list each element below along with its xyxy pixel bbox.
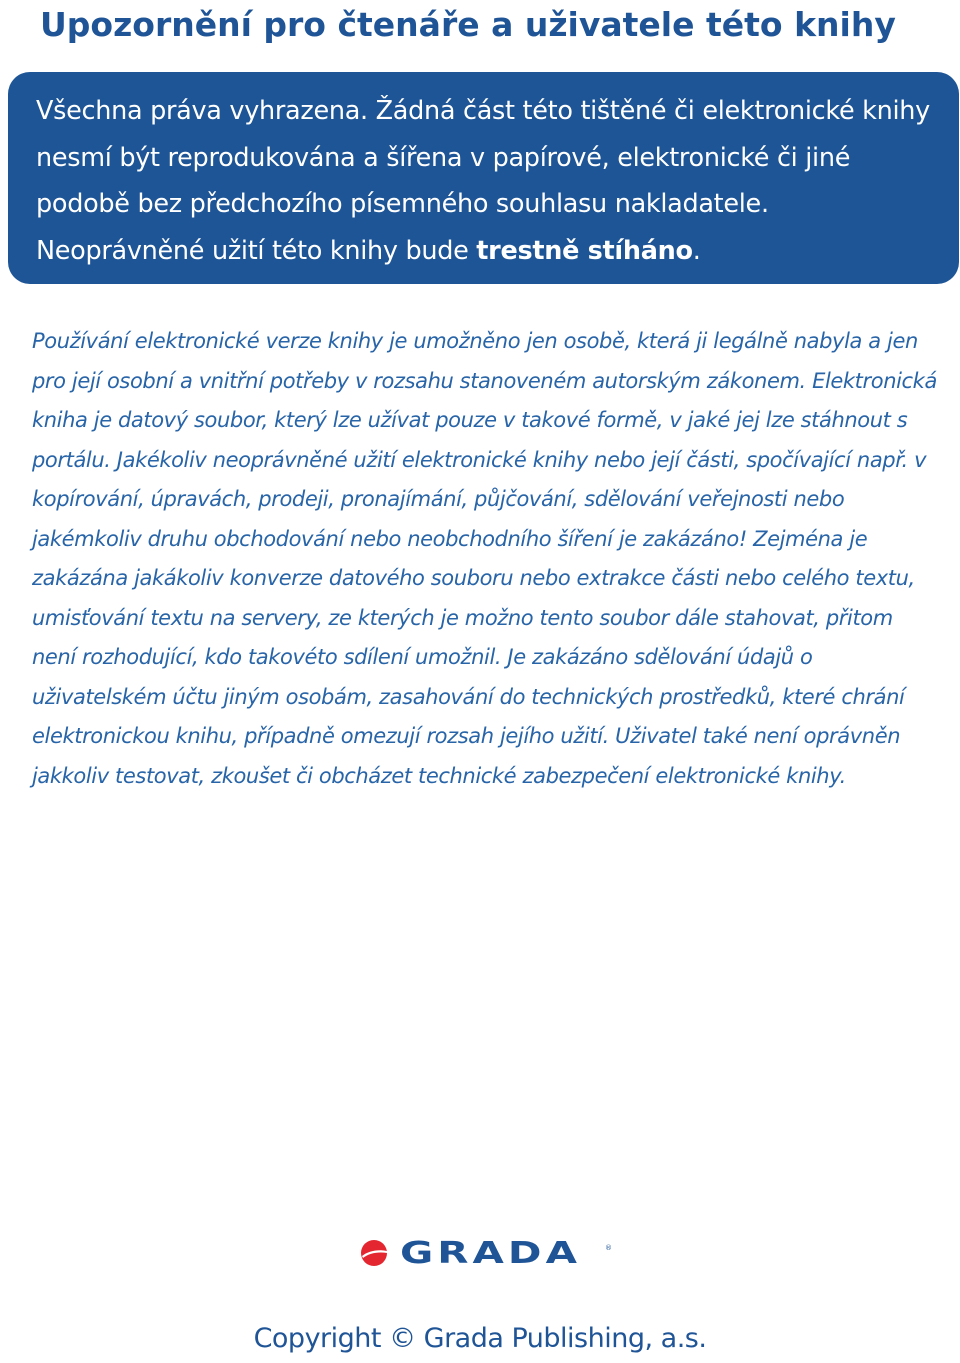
rights-notice-end: .	[692, 235, 701, 266]
rights-notice-text	[36, 88, 939, 274]
grada-swoosh-icon	[360, 1239, 388, 1267]
registered-mark: ®	[605, 1244, 612, 1252]
copyright-line: Copyright © Grada Publishing, a.s.	[253, 1323, 707, 1354]
rights-notice-body: Všechna práva vyhrazena. Žádná část této tištěné či elektronické knihy nesmí být reprodukována a šířena v papírové, elektronické či jiné podobě bez předchozího písemného souhlasu nakladatele. Neoprávněné užití této knihy bude	[36, 96, 930, 266]
page-title: Upozornění pro čtenáře a uživatele této knihy	[40, 5, 896, 44]
rights-notice-box	[8, 72, 959, 284]
grada-logo	[360, 1236, 612, 1272]
usage-terms-paragraph: Používání elektronické verze knihy je umožněno jen osobě, která ji legálně nabyla a jen pro její osobní a vnitřní potřeby v rozsahu stanoveném autorským zákonem. Elektronická kniha je datový soubor, který lze užívat pouze v takové formě, v jaké jej lze stáhnout s portálu. Jakékoliv neoprávněné užití elektronické knihy nebo její části, spočívající např. v kopírování, úpravách, prodeji, pronajímání, půjčování, sdělování veřejnosti nebo jakémkoliv druhu obchodování nebo neobchodního šíření je zakázáno! Zejména je zakázána jakákoliv konverze datového souboru nebo extrakce části nebo celého textu, umisťování textu na servery, ze kterých je možno tento soubor dále stahovat, přitom není rozhodující, kdo takovéto sdílení umožnil. Je zakázáno sdělování údajů o uživatelském účtu jiným osobám, zasahování do technických prostředků, které chrání elektronickou knihu, případně omezují rozsah jejího užití. Uživatel také není oprávněn jakkoliv testovat, zkoušet či obcházet technické zabezpečení elektronické knihy.	[32, 329, 937, 788]
grada-logo-text: GRADA	[400, 1236, 581, 1271]
rights-notice-emphasis: trestně stíháno	[476, 235, 693, 266]
